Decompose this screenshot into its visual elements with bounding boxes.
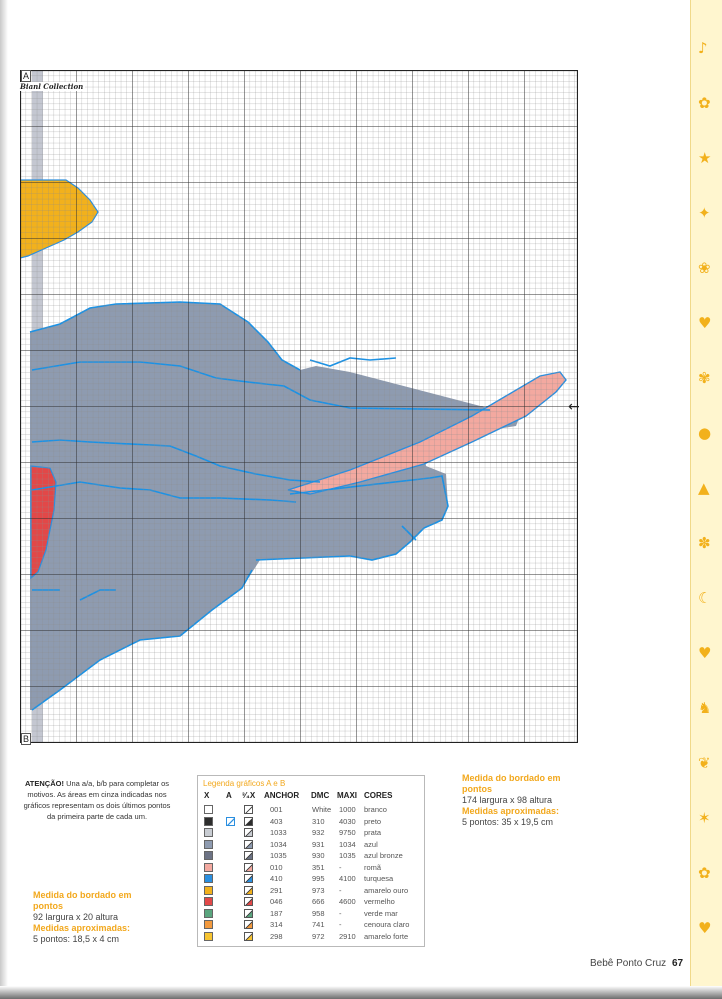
color-swatch (204, 805, 213, 814)
dmc-code: 932 (312, 828, 325, 837)
legend-title: Legenda gráficos A e B (203, 779, 286, 788)
star-icon: ✶ (698, 809, 711, 827)
maxi-code: 1035 (339, 851, 356, 860)
dmc-code: 972 (312, 931, 325, 941)
color-swatch (204, 897, 213, 906)
measure-right-approx-heading: Medidas aproximadas: (462, 806, 560, 816)
anchor-code: 314 (270, 920, 283, 929)
dmc-code: 930 (312, 851, 325, 860)
three-quarter-symbol (244, 874, 253, 883)
chart-label-a: A (23, 71, 30, 81)
color-swatch (204, 932, 213, 941)
heart-icon: ♥ (698, 919, 712, 937)
dmc-code: 310 (312, 816, 325, 826)
dmc-code: 931 (312, 839, 325, 849)
color-name: preto (364, 816, 382, 826)
anchor-code: 046 (270, 897, 283, 906)
maxi-code: - (339, 885, 342, 895)
legend-row (198, 827, 424, 838)
star-icon: ✦ (698, 204, 711, 222)
measure-right-approx: 5 pontos: 35 x 19,5 cm (462, 817, 554, 827)
flower-icon: ❀ (698, 259, 711, 277)
three-quarter-symbol (244, 805, 253, 814)
color-swatch (204, 851, 213, 860)
star-icon: ★ (698, 149, 712, 167)
rattle-icon: ✿ (698, 94, 711, 112)
three-quarter-symbol (244, 851, 253, 860)
color-name: romã (364, 862, 382, 872)
bottle-icon: ♪ (698, 39, 708, 57)
three-quarter-symbol (244, 840, 253, 849)
legend-header-cores: CORES (364, 791, 393, 800)
legend-header-dmc: DMC (311, 791, 330, 800)
moon-icon: ☾ (698, 589, 712, 607)
flower-icon: ✿ (698, 864, 711, 882)
balloon-icon: ● (698, 424, 712, 442)
dmc-code: 973 (312, 885, 325, 895)
anchor-code: 403 (270, 816, 283, 826)
color-swatch (204, 874, 213, 883)
maxi-code: - (339, 920, 342, 929)
maxi-code: 9750 (339, 828, 356, 837)
maxi-code: 4600 (339, 897, 356, 906)
legend-header-x: X (204, 791, 210, 800)
anchor-code: 001 (270, 805, 283, 814)
anchor-code: 010 (270, 862, 283, 872)
three-quarter-symbol (244, 886, 253, 895)
legend-row (198, 896, 424, 907)
three-quarter-symbol (244, 897, 253, 906)
color-legend (197, 775, 425, 947)
color-swatch (204, 840, 213, 849)
measure-left (33, 890, 173, 945)
color-name: branco (364, 805, 387, 814)
page-gutter-shadow (0, 0, 8, 999)
color-swatch (204, 909, 213, 918)
legend-row (198, 885, 424, 896)
measure-right (462, 773, 612, 828)
backstitch-symbol (226, 817, 235, 826)
color-name: amarelo forte (364, 931, 409, 941)
three-quarter-symbol (244, 932, 253, 941)
butterfly-icon: ❦ (698, 754, 711, 772)
page-number: 67 (671, 958, 684, 969)
color-swatch (204, 886, 213, 895)
color-name: turquesa (364, 874, 394, 883)
measure-right-heading: Medida do bordado em pontos (462, 773, 561, 794)
maxi-code: - (339, 908, 342, 918)
maxi-code: 4030 (339, 816, 356, 826)
anchor-code: 1035 (270, 851, 287, 860)
legend-row (198, 919, 424, 930)
legend-header-anchor: ANCHOR (264, 791, 300, 800)
color-swatch (204, 863, 213, 872)
page-bottom-shadow (0, 986, 722, 999)
maxi-code: 2910 (339, 931, 356, 941)
color-name: azul (364, 839, 378, 849)
chart-grid (20, 70, 578, 743)
legend-row (198, 862, 424, 873)
color-name: amarelo ouro (364, 885, 409, 895)
magazine-name: Bebê Ponto Cruz (590, 958, 667, 969)
attention-title: ATENÇÃO! (24, 779, 64, 788)
heart-icon: ♥ (698, 644, 712, 662)
attention-note (22, 778, 172, 822)
three-quarter-symbol (244, 863, 253, 872)
color-swatch (204, 817, 213, 826)
three-quarter-symbol (244, 828, 253, 837)
measure-left-heading: Medida do bordado em pontos (33, 890, 132, 911)
dmc-code: 666 (312, 897, 325, 906)
maxi-code: 1000 (339, 805, 356, 814)
color-name: azul bronze (364, 851, 403, 860)
anchor-code: 298 (270, 931, 283, 941)
legend-row (198, 839, 424, 850)
color-name: prata (364, 828, 382, 837)
anchor-code: 291 (270, 885, 283, 895)
boat-icon: ▲ (698, 479, 710, 497)
legend-row (198, 908, 424, 919)
dmc-code: 741 (312, 920, 325, 929)
teddy-icon: ✽ (698, 534, 711, 552)
maxi-code: - (339, 862, 342, 872)
color-name: verde mar (364, 908, 398, 918)
dmc-code: White (312, 805, 332, 814)
measure-left-approx-heading: Medidas aproximadas: (33, 923, 131, 933)
color-name: cenoura claro (364, 920, 410, 929)
page-footer (590, 958, 683, 969)
color-swatch (204, 920, 213, 929)
anchor-code: 1033 (270, 828, 287, 837)
decorative-border (690, 0, 722, 999)
bow-icon: ✾ (698, 369, 711, 387)
legend-row (198, 931, 424, 942)
three-quarter-symbol (244, 817, 253, 826)
maxi-code: 4100 (339, 874, 356, 883)
cross-stitch-chart (20, 70, 578, 743)
dmc-code: 995 (312, 874, 325, 883)
horse-icon: ♞ (698, 699, 712, 717)
three-quarter-symbol (244, 909, 253, 918)
legend-row (198, 850, 424, 861)
legend-row (198, 804, 424, 815)
measure-right-size: 174 largura x 98 altura (462, 795, 553, 805)
join-arrow-icon: ← (568, 399, 580, 415)
anchor-code: 410 (270, 874, 283, 883)
attention-text: Una a/a, b/b para completar os motivos. As áreas em cinza indicadas nos gráficos representam os dois últimos pontos da primeira parte de cada um. (23, 779, 171, 821)
legend-row (198, 816, 424, 827)
anchor-code: 1034 (270, 839, 287, 849)
legend-header-three-quarter: ³⁄₄X (242, 791, 256, 800)
anchor-code: 187 (270, 908, 283, 918)
heart-icon: ♥ (698, 314, 712, 332)
color-name: vermelho (364, 897, 395, 906)
legend-row (198, 873, 424, 884)
measure-left-size: 92 largura x 20 altura (33, 912, 119, 922)
legend-header-maxi: MAXI (337, 791, 357, 800)
chart-label-b: B (23, 734, 30, 744)
dmc-code: 351 (312, 862, 325, 872)
three-quarter-symbol (244, 920, 253, 929)
maxi-code: 1034 (339, 839, 356, 849)
brand-logo: Bianl Collection (20, 82, 84, 91)
measure-left-approx: 5 pontos: 18,5 x 4 cm (33, 934, 120, 944)
dmc-code: 958 (312, 908, 325, 918)
legend-header-a: A (226, 791, 232, 800)
color-swatch (204, 828, 213, 837)
